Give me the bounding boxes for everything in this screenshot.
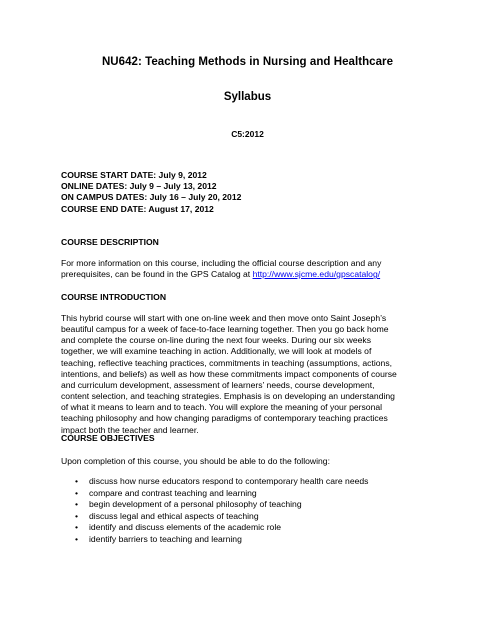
objective-text: identify and discuss elements of the academic role (89, 522, 282, 533)
objective-text: discuss how nurse educators respond to contemporary health care needs (89, 476, 369, 486)
objective-text: begin development of a personal philosophy of teaching (89, 499, 302, 510)
introduction-line: together, we will examine teaching in action. Additionally, we will look at models of (61, 346, 372, 357)
on-campus-dates: ON CAMPUS DATES: July 16 – July 20, 2012 (61, 192, 242, 203)
introduction-line: and complete the course on-line during the next four weeks. During our six weeks (61, 335, 372, 346)
course-objectives-heading: COURSE OBJECTIVES (61, 433, 155, 443)
bullet-icon: • (75, 510, 79, 521)
course-dates (61, 170, 241, 215)
bullet-icon: • (75, 476, 79, 486)
course-code: C5:2012 (231, 129, 264, 139)
description-line: For more information on this course, including the official course description and any (61, 258, 382, 268)
introduction-line: This hybrid course will start with one on-line week and then move onto Saint Joseph’s (61, 313, 387, 323)
introduction-line: of what it means to learn and to teach. You will explore the meaning of your personal (61, 402, 383, 413)
introduction-line: intentions, and beliefs) as well as how these commitments impact components of course (61, 368, 397, 379)
introduction-line: teaching, reflective teaching practices, commitments in teaching (assumptions, actions, (61, 357, 393, 368)
description-prefix: prerequisites, can be found in the GPS Catalog at (61, 269, 253, 280)
bullet-icon: • (75, 499, 79, 510)
online-dates: ONLINE DATES: July 9 – July 13, 2012 (61, 181, 217, 192)
introduction-line: teaching philosophy and how changing paradigms of contemporary teaching practices (61, 413, 388, 424)
introduction-line: content selection, and teaching strategies. Emphasis is on developing an understanding (61, 391, 395, 402)
bullet-icon: • (75, 533, 79, 544)
introduction-line: and curriculum development, assessment of learners’ needs, course development, (61, 379, 375, 390)
objective-text: discuss legal and ethical aspects of teaching (89, 510, 259, 521)
objective-text: identify barriers to teaching and learning (89, 533, 242, 544)
gps-catalog-link[interactable]: http://www.sjcme.edu/gpscatalog/ (252, 269, 381, 280)
description-line (61, 269, 441, 280)
document-title: NU642: Teaching Methods in Nursing and Healthcare (101, 56, 394, 68)
course-introduction-heading: COURSE INTRODUCTION (61, 292, 167, 302)
course-end-date: COURSE END DATE: August 17, 2012 (61, 203, 214, 214)
bullet-icon: • (75, 487, 79, 498)
introduction-line: beautiful campus for a week of face-to-face learning together. Then you go back home (61, 324, 389, 335)
objectives-intro: Upon completion of this course, you should be able to do the following: (61, 456, 330, 466)
course-description-text (61, 258, 441, 280)
bullet-icon: • (75, 522, 79, 533)
course-start-date: COURSE START DATE: July 9, 2012 (61, 170, 207, 180)
course-introduction-text (61, 313, 441, 436)
objective-text: compare and contrast teaching and learning (89, 487, 257, 498)
course-description-heading: COURSE DESCRIPTION (61, 237, 159, 247)
document-subtitle: Syllabus (223, 91, 272, 103)
introduction-line: impact both the teacher and learner. (61, 424, 199, 435)
